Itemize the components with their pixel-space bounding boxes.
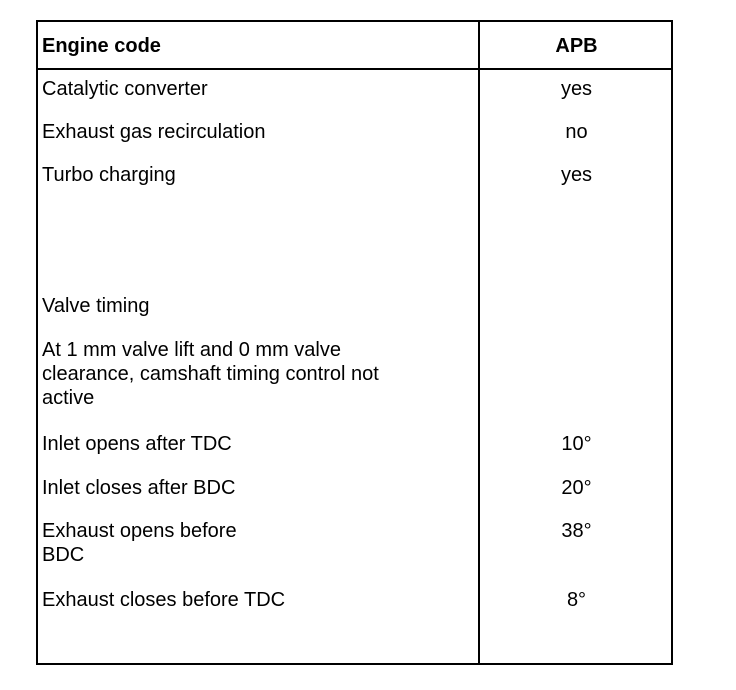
- row-value-inlet-opens: 10°: [561, 433, 592, 455]
- row-value-inlet-closes: 20°: [561, 477, 592, 499]
- row-label-exhaust-opens: Exhaust opens before BDC: [42, 520, 237, 566]
- header-engine-value: APB: [555, 35, 598, 57]
- row-label-exhaust-closes: Exhaust closes before TDC: [42, 589, 286, 611]
- row-value-catalytic-converter: yes: [560, 78, 593, 100]
- engine-spec-table: [36, 20, 673, 665]
- row-value-turbo-charging: yes: [560, 164, 593, 186]
- header-divider: [38, 68, 671, 70]
- row-label-exhaust-gas-recirculation: Exhaust gas recirculation: [42, 121, 266, 143]
- row-label-turbo-charging: Turbo charging: [42, 164, 176, 186]
- row-label-valve-timing: Valve timing: [42, 295, 150, 317]
- row-value-exhaust-gas-recirculation: no: [565, 121, 588, 143]
- row-label-inlet-opens: Inlet opens after TDC: [42, 433, 232, 455]
- row-label-inlet-closes: Inlet closes after BDC: [42, 477, 236, 499]
- row-value-exhaust-opens: 38°: [561, 520, 592, 542]
- row-value-exhaust-closes: 8°: [566, 589, 587, 611]
- row-label-valve-timing-note: At 1 mm valve lift and 0 mm valve clearance, camshaft timing control not active: [42, 339, 379, 409]
- header-engine-code: Engine code: [42, 35, 161, 57]
- column-divider: [478, 22, 480, 663]
- row-label-catalytic-converter: Catalytic converter: [42, 78, 208, 100]
